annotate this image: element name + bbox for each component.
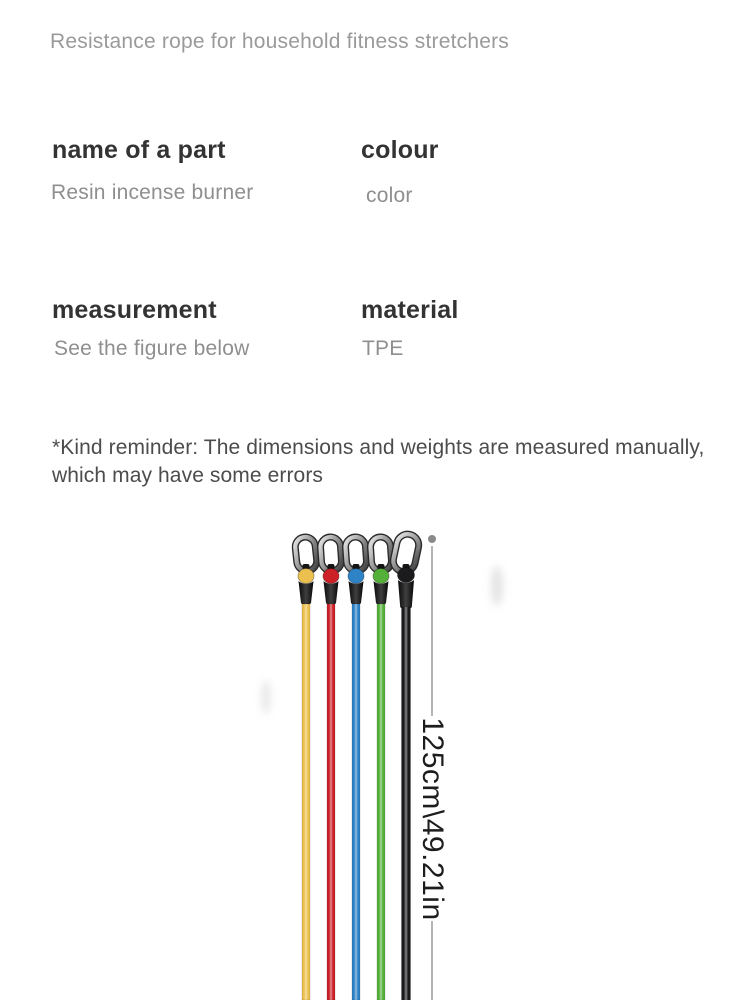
- spec-value-material: TPE: [362, 337, 404, 360]
- background-smudge: [261, 680, 271, 714]
- band-blue: [345, 536, 367, 1000]
- band-collar: [348, 569, 364, 584]
- dimension-label: 125cm\49.21in: [416, 717, 449, 921]
- spec-label-measurement: measurement: [52, 296, 217, 324]
- page-title: Resistance rope for household fitness stretchers: [50, 30, 509, 53]
- resistance-bands-figure: [0, 530, 750, 1000]
- band-sleeve: [349, 581, 364, 606]
- kind-reminder-line1: *Kind reminder: The dimensions and weights are measured manually,: [52, 436, 705, 459]
- dimension-callout: [416, 535, 449, 1000]
- band-tube-highlight: [380, 604, 383, 1000]
- band-sleeve: [398, 580, 414, 610]
- band-tube-highlight: [305, 604, 308, 1000]
- band-tube-highlight: [330, 604, 333, 1000]
- kind-reminder-line2: which may have some errors: [52, 464, 324, 487]
- band-collar: [323, 569, 339, 584]
- background-smudge: [491, 566, 503, 606]
- band-collar: [298, 569, 314, 584]
- spec-value-colour: color: [366, 184, 413, 207]
- band-sleeve: [299, 581, 314, 606]
- band-green: [370, 536, 392, 1000]
- band-collar: [373, 569, 389, 584]
- band-yellow: [294, 536, 317, 1000]
- spec-label-name-of-part: name of a part: [52, 136, 226, 164]
- dimension-dot: [428, 535, 436, 543]
- band-tube-highlight: [405, 607, 408, 1000]
- spec-label-colour: colour: [361, 136, 439, 164]
- spec-value-measurement: See the figure below: [54, 337, 250, 360]
- band-red: [320, 536, 342, 1000]
- band-sleeve: [324, 581, 339, 606]
- band-collar: [398, 568, 415, 583]
- spec-value-name-of-part: Resin incense burner: [51, 181, 254, 204]
- spec-label-material: material: [361, 296, 459, 324]
- band-tube-highlight: [355, 604, 358, 1000]
- kind-reminder-note: [52, 434, 722, 490]
- band-sleeve: [374, 581, 389, 606]
